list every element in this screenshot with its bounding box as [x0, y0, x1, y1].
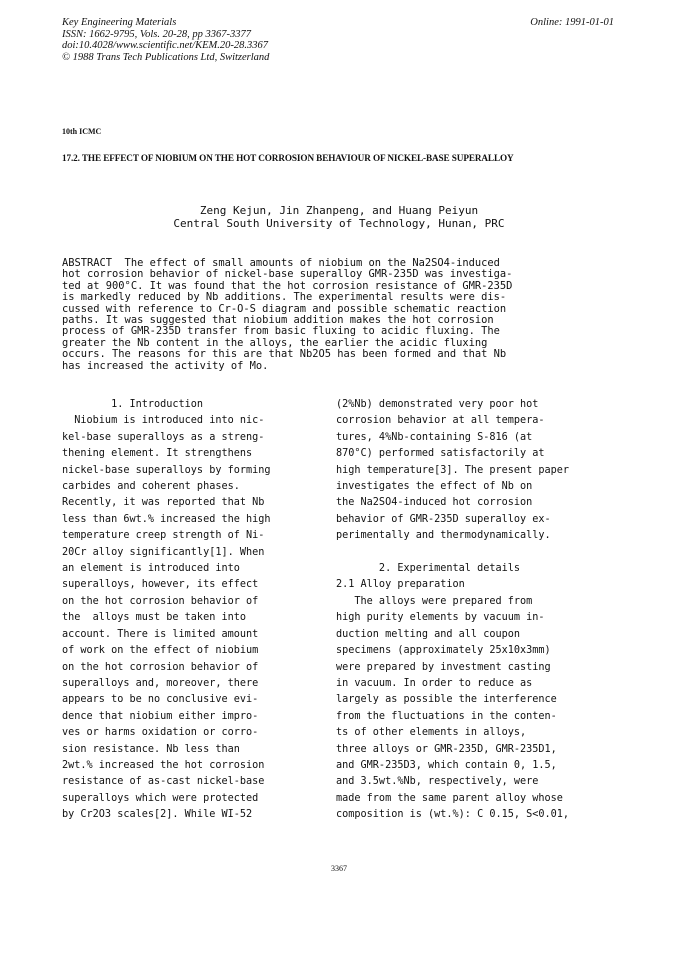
right-column-line: corrosion behavior at all tempera-: [336, 415, 545, 427]
left-column-line: by Cr2O3 scales[2]. While WI-52: [62, 809, 253, 821]
right-column-line: and 3.5wt.%Nb, respectively, were: [336, 776, 539, 788]
right-column-line: specimens (approximately 25x10x3mm): [336, 645, 551, 657]
left-column-line: nickel-base superalloys by forming: [62, 464, 271, 476]
right-column-line: behavior of GMR-235D superalloy ex-: [336, 513, 551, 525]
left-column-line: superalloys and, moreover, there: [62, 677, 259, 689]
journal-doi: doi:10.4028/www.scientific.net/KEM.20-28.3367: [62, 40, 268, 51]
left-column-line: less than 6wt.% increased the high: [62, 513, 271, 525]
left-column-line: thening element. It strengthens: [62, 448, 253, 460]
left-column: [62, 397, 324, 824]
left-column-line: superalloys, however, its effect: [62, 579, 259, 591]
right-column-line: three alloys or GMR-235D, GMR-235D1,: [336, 743, 557, 755]
right-column-line: were prepared by investment casting: [336, 661, 551, 673]
left-column-line: superalloys which were protected: [62, 792, 259, 804]
abstract-line: is markedly reduced by Nb additions. The experimental results were dis-: [62, 291, 507, 304]
left-column-line: kel-base superalloys as a streng-: [62, 431, 265, 443]
left-column-line: on the hot corrosion behavior of: [62, 595, 259, 607]
left-column-line: of work on the effect of niobium: [62, 645, 259, 657]
left-column-line: Recently, it was reported that Nb: [62, 497, 265, 509]
author-block: [0, 204, 678, 230]
right-column-line: and GMR-235D3, which contain 0, 1.5,: [336, 759, 557, 771]
right-column-line: ts of other elements in alloys,: [336, 727, 527, 739]
page-number: 3367: [331, 864, 347, 873]
journal-issn: ISSN: 1662-9795, Vols. 20-28, pp 3367-3377: [62, 28, 251, 40]
left-column-line: on the hot corrosion behavior of: [62, 661, 259, 673]
left-column-line: 2wt.% increased the hot corrosion: [62, 759, 265, 771]
conference-label: 10th ICMC: [62, 127, 102, 136]
abstract-line: greater the Nb content in the alloys, the earlier the acidic fluxing: [62, 336, 488, 349]
right-column-line: 2.1 Alloy preparation: [336, 579, 465, 591]
left-column-line: 20Cr alloy significantly[1]. When: [62, 546, 265, 558]
left-column-line: Niobium is introduced into nic-: [62, 415, 265, 427]
abstract-line: ABSTRACT The effect of small amounts of niobium on the Na2SO4-induced: [62, 257, 500, 269]
abstract-line: paths. It was suggested that niobium addition makes the hot corrosion: [62, 314, 494, 327]
abstract-line: hot corrosion behavior of nickel-base superalloy GMR-235D was investiga-: [62, 268, 513, 281]
left-column-line: carbides and coherent phases.: [62, 481, 240, 493]
right-column-line: perimentally and thermodynamically.: [336, 530, 551, 542]
left-column-line: sion resistance. Nb less than: [62, 743, 240, 755]
right-column-line: from the fluctuations in the conten-: [336, 710, 557, 722]
right-column-line: [336, 545, 598, 561]
journal-citation: [62, 17, 269, 63]
abstract-line: has increased the activity of Mo.: [62, 359, 269, 372]
right-column-line: largely as possible the interference: [336, 694, 557, 706]
left-column-line: the alloys must be taken into: [62, 612, 247, 624]
paper-title: 17.2. THE EFFECT OF NIOBIUM ON THE HOT CORROSION BEHAVIOUR OF NICKEL-BASE SUPERALLOY: [62, 153, 514, 163]
right-column-line: composition is (wt.%): C 0.15, S<0.01,: [336, 809, 570, 821]
left-column-line: ves or harms oxidation or corro-: [62, 727, 259, 739]
right-column-line: (2%Nb) demonstrated very poor hot: [336, 399, 539, 410]
right-column-line: made from the same parent alloy whose: [336, 792, 563, 804]
left-column-line: dence that niobium either impro-: [62, 710, 259, 722]
right-column-line: investigates the effect of Nb on: [336, 481, 533, 493]
right-column-line: in vacuum. In order to reduce as: [336, 677, 533, 689]
right-column-line: The alloys were prepared from: [336, 595, 533, 607]
left-column-line: an element is introduced into: [62, 563, 240, 575]
right-column-line: 870°C) performed satisfactorily at: [336, 448, 545, 460]
right-column-line: duction melting and all coupon: [336, 628, 521, 640]
left-column-line: resistance of as-cast nickel-base: [62, 776, 265, 788]
abstract-line: process of GMR-235D transfer from basic fluxing to acidic fluxing. The: [62, 325, 500, 338]
right-column: [336, 397, 598, 824]
right-column-line: the Na2SO4-induced hot corrosion: [336, 497, 533, 509]
left-column-line: account. There is limited amount: [62, 628, 259, 640]
abstract: [62, 258, 622, 372]
affiliation: Central South University of Technology, Hunan, PRC: [173, 217, 505, 230]
left-column-line: appears to be no conclusive evi-: [62, 694, 259, 706]
journal-name: Key Engineering Materials: [62, 17, 177, 28]
online-date: Online: 1991-01-01: [530, 17, 614, 28]
abstract-line: ted at 900°C. It was found that the hot corrosion resistance of GMR-235D: [62, 279, 513, 292]
right-column-line: high purity elements by vacuum in-: [336, 612, 545, 624]
journal-copyright: © 1988 Trans Tech Publications Ltd, Switzerland: [62, 51, 270, 63]
abstract-line: occurs. The reasons for this are that Nb2O5 has been formed and that Nb: [62, 348, 507, 361]
right-column-line: tures, 4%Nb-containing S-816 (at: [336, 431, 533, 443]
authors: Zeng Kejun, Jin Zhanpeng, and Huang Peiyun: [199, 204, 479, 217]
right-column-line: 2. Experimental details: [336, 563, 521, 575]
right-column-line: high temperature[3]. The present paper: [336, 464, 570, 476]
left-column-line: 1. Introduction: [62, 399, 204, 410]
abstract-line: cussed with reference to Cr-O-S diagram and possible schematic reaction: [62, 302, 507, 315]
left-column-line: temperature creep strength of Ni-: [62, 530, 265, 542]
